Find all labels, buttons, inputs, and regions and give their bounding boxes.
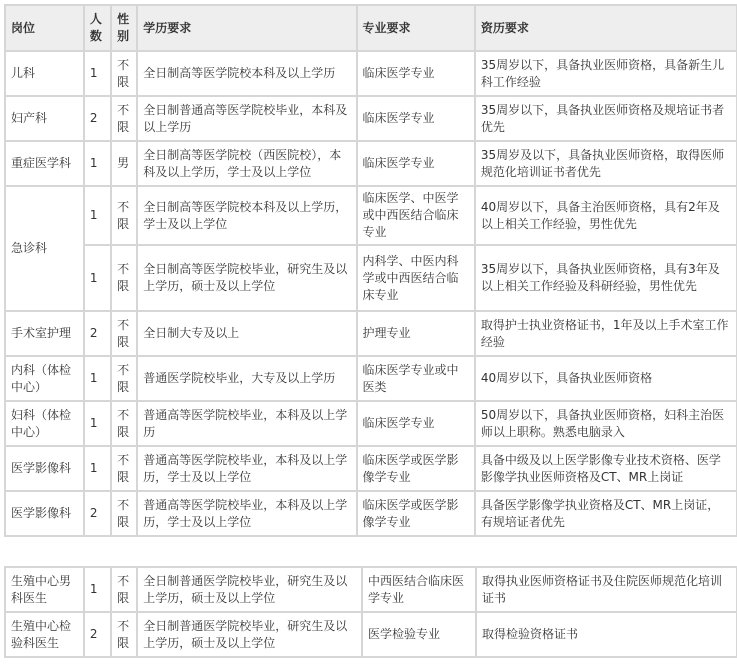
cell-position: 生殖中心检验科医生	[6, 613, 83, 656]
cell-count: 1	[85, 187, 110, 244]
cell-gender: 不限	[112, 568, 136, 611]
cell-count: 1	[85, 246, 110, 310]
cell-position: 医学影像科	[6, 492, 83, 535]
cell-major: 护理专业	[358, 312, 474, 355]
cell-gender: 不限	[112, 187, 136, 244]
cell-position: 内科（体检中心）	[6, 357, 83, 400]
header-education: 学历要求	[138, 6, 355, 50]
cell-education: 全日制大专及以上	[138, 312, 355, 355]
cell-gender: 男	[112, 142, 136, 185]
cell-count: 1	[85, 402, 110, 445]
cell-education: 全日制普通医学院校毕业，研究生及以上学历，硕士及以上学位	[138, 568, 361, 611]
cell-position: 医学影像科	[6, 447, 83, 490]
header-position: 岗位	[6, 6, 83, 50]
table-row	[6, 402, 736, 445]
cell-major: 医学检验专业	[363, 613, 475, 656]
cell-qualification: 40周岁以下，具备执业医师资格	[476, 357, 736, 400]
cell-count: 1	[85, 357, 110, 400]
table-row	[6, 492, 736, 535]
header-count: 人数	[85, 6, 110, 50]
table-row	[6, 97, 736, 140]
cell-count: 2	[85, 97, 110, 140]
cell-position: 儿科	[6, 52, 83, 95]
header-qualification: 资历要求	[476, 6, 736, 50]
table-row	[6, 357, 736, 400]
cell-major: 临床医学专业	[358, 97, 474, 140]
cell-count: 1	[85, 447, 110, 490]
reproductive-center-table	[4, 566, 737, 658]
cell-qualification: 35周岁以下，具备执业医师资格，具备新生儿科工作经验	[476, 52, 736, 95]
cell-education: 全日制高等医学院校（西医院校），本科及以上学历，学士及以上学位	[138, 142, 355, 185]
cell-qualification: 取得检验资格证书	[477, 613, 736, 656]
table-row	[6, 613, 736, 656]
cell-qualification: 40周岁以下，具备主治医师资格，具有2年及以上相关工作经验，男性优先	[476, 187, 736, 244]
cell-gender: 不限	[112, 357, 136, 400]
recruitment-tables	[4, 4, 737, 650]
cell-count: 2	[85, 613, 110, 656]
cell-count: 1	[85, 568, 110, 611]
cell-education: 普通高等医学院校毕业，本科及以上学历	[138, 402, 355, 445]
header-gender: 性别	[112, 6, 136, 50]
table-row	[6, 312, 736, 355]
cell-position: 妇科（体检中心）	[6, 402, 83, 445]
table-header-row	[6, 6, 736, 50]
cell-gender: 不限	[112, 402, 136, 445]
table-row	[6, 568, 736, 611]
cell-qualification: 35周岁以下，具备执业医师资格，具有3年及以上相关工作经验及科研经验，男性优先	[476, 246, 736, 310]
cell-major: 临床医学专业	[358, 402, 474, 445]
cell-count: 1	[85, 142, 110, 185]
cell-position: 生殖中心男科医生	[6, 568, 83, 611]
cell-education: 全日制普通高等医学院校毕业，本科及以上学历	[138, 97, 355, 140]
cell-qualification: 取得护士执业资格证书，1年及以上手术室工作经验	[476, 312, 736, 355]
job-requirements-table	[4, 4, 737, 537]
cell-count: 2	[85, 312, 110, 355]
cell-position: 手术室护理	[6, 312, 83, 355]
cell-gender: 不限	[112, 492, 136, 535]
cell-position: 重症医学科	[6, 142, 83, 185]
cell-major: 临床医学或医学影像学专业	[358, 492, 474, 535]
cell-position: 急诊科	[6, 187, 83, 310]
cell-major: 内科学、中医内科学或中西医结合临床专业	[358, 246, 474, 310]
cell-gender: 不限	[112, 447, 136, 490]
cell-education: 全日制高等医学院校本科及以上学历，学士及以上学位	[138, 187, 355, 244]
cell-qualification: 35周岁以下，具备执业医师资格及规培证书者优先	[476, 97, 736, 140]
cell-count: 1	[85, 52, 110, 95]
cell-education: 全日制高等医学院校毕业，研究生及以上学历，硕士及以上学位	[138, 246, 355, 310]
cell-education: 全日制高等医学院校本科及以上学历	[138, 52, 355, 95]
table-row	[6, 52, 736, 95]
cell-education: 普通高等医学院校毕业，本科及以上学历，学士及以上学位	[138, 447, 355, 490]
cell-major: 临床医学或医学影像学专业	[358, 447, 474, 490]
cell-gender: 不限	[112, 613, 136, 656]
table-row	[6, 142, 736, 185]
table-row	[6, 246, 736, 310]
cell-major: 临床医学专业或中医类	[358, 357, 474, 400]
table-row	[6, 187, 736, 244]
cell-qualification: 取得执业医师资格证书及住院医师规范化培训证书	[477, 568, 736, 611]
cell-education: 普通高等医学院校毕业，本科及以上学历，学士及以上学位	[138, 492, 355, 535]
cell-major: 临床医学、中医学或中西医结合临床专业	[358, 187, 474, 244]
cell-qualification: 具备中级及以上医学影像专业技术资格、医学影像学执业医师资格及CT、MR上岗证	[476, 447, 736, 490]
table-row	[6, 447, 736, 490]
cell-qualification: 50周岁以下，具备执业医师资格，妇科主治医师以上职称。熟悉电脑录入	[476, 402, 736, 445]
cell-major: 临床医学专业	[358, 142, 474, 185]
cell-gender: 不限	[112, 312, 136, 355]
cell-gender: 不限	[112, 97, 136, 140]
cell-education: 普通医学院校毕业，大专及以上学历	[138, 357, 355, 400]
cell-gender: 不限	[112, 246, 136, 310]
header-major: 专业要求	[358, 6, 474, 50]
cell-count: 2	[85, 492, 110, 535]
cell-qualification: 35周岁及以下，具备执业医师资格，取得医师规范化培训证书者优先	[476, 142, 736, 185]
cell-gender: 不限	[112, 52, 136, 95]
cell-position: 妇产科	[6, 97, 83, 140]
cell-major: 中西医结合临床医学专业	[363, 568, 475, 611]
cell-major: 临床医学专业	[358, 52, 474, 95]
cell-education: 全日制普通医学院校毕业，研究生及以上学历，硕士及以上学位	[138, 613, 361, 656]
cell-qualification: 具备医学影像学执业资格及CT、MR上岗证，有规培证者优先	[476, 492, 736, 535]
